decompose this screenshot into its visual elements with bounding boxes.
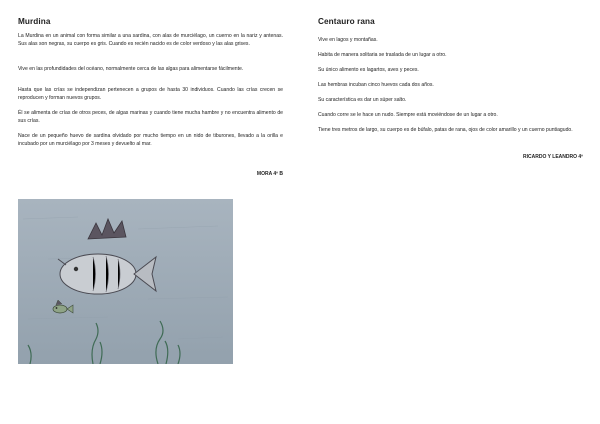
left-paragraph-3: Hasta que las crías se independizan pertenecen a grupos de hasta 30 individuos. Cuando las crías crecen se reproducen y forman nuevos grupos. — [18, 87, 283, 101]
left-paragraph-5: Nace de un pequeño huevo de sardina olvidado por mucho tiempo en un nido de tiburones, llevado a la orilla e incubado por un murciélago por 3 meses y devuelto al mar. — [18, 133, 283, 147]
right-title: Centauro rana — [318, 17, 375, 26]
right-paragraph-5: Su característica es dar un súper salto. — [318, 97, 407, 103]
right-paragraph-2: Habita de manera solitaria se traslada de un lugar a otro. — [318, 52, 447, 58]
right-paragraph-6: Cuando corre se le hace un nudo. Siempre está moviéndose de un lugar a otro. — [318, 112, 498, 118]
fish-body — [60, 254, 136, 294]
left-title: Murdina — [18, 17, 51, 26]
right-paragraph-4: Las hembras incuban cinco huevos cada dos años. — [318, 82, 434, 88]
right-paragraph-1: Vive en lagos y montañas. — [318, 37, 378, 43]
right-paragraph-7: Tiene tres metros de largo, su cuerpo es de búfalo, patas de rana, ojos de color amarillo y un cuerno puntiagudo. — [318, 127, 573, 133]
fish-drawing-svg — [18, 199, 233, 364]
left-paragraph-2: Vive en las profundidades del océano, normalmente cerca de las algas para alimentarse fácilmente. — [18, 66, 244, 72]
fish-drawing — [18, 199, 233, 364]
right-signature: RICARDO Y LEANDRO 4º — [523, 154, 583, 160]
right-paragraph-3: Su único alimento es lagartos, aves y peces. — [318, 67, 419, 73]
left-paragraph-1: La Murdina en un animal con forma similar a una sardina, con alas de murciélago, un cuerno en la nariz y antenas. Sus alas son negras, su cuerpo es gris. Cuando es recién nacido es de color verdoso y las alas grises. — [18, 33, 283, 47]
fish-eye — [74, 267, 78, 271]
left-signature: MORA 4º B — [256, 171, 283, 177]
left-paragraph-4: Él se alimenta de crías de otros peces, de algas marinas y cuando tiene mucha hambre y no encuentra alimento de sus crías. — [18, 110, 283, 124]
